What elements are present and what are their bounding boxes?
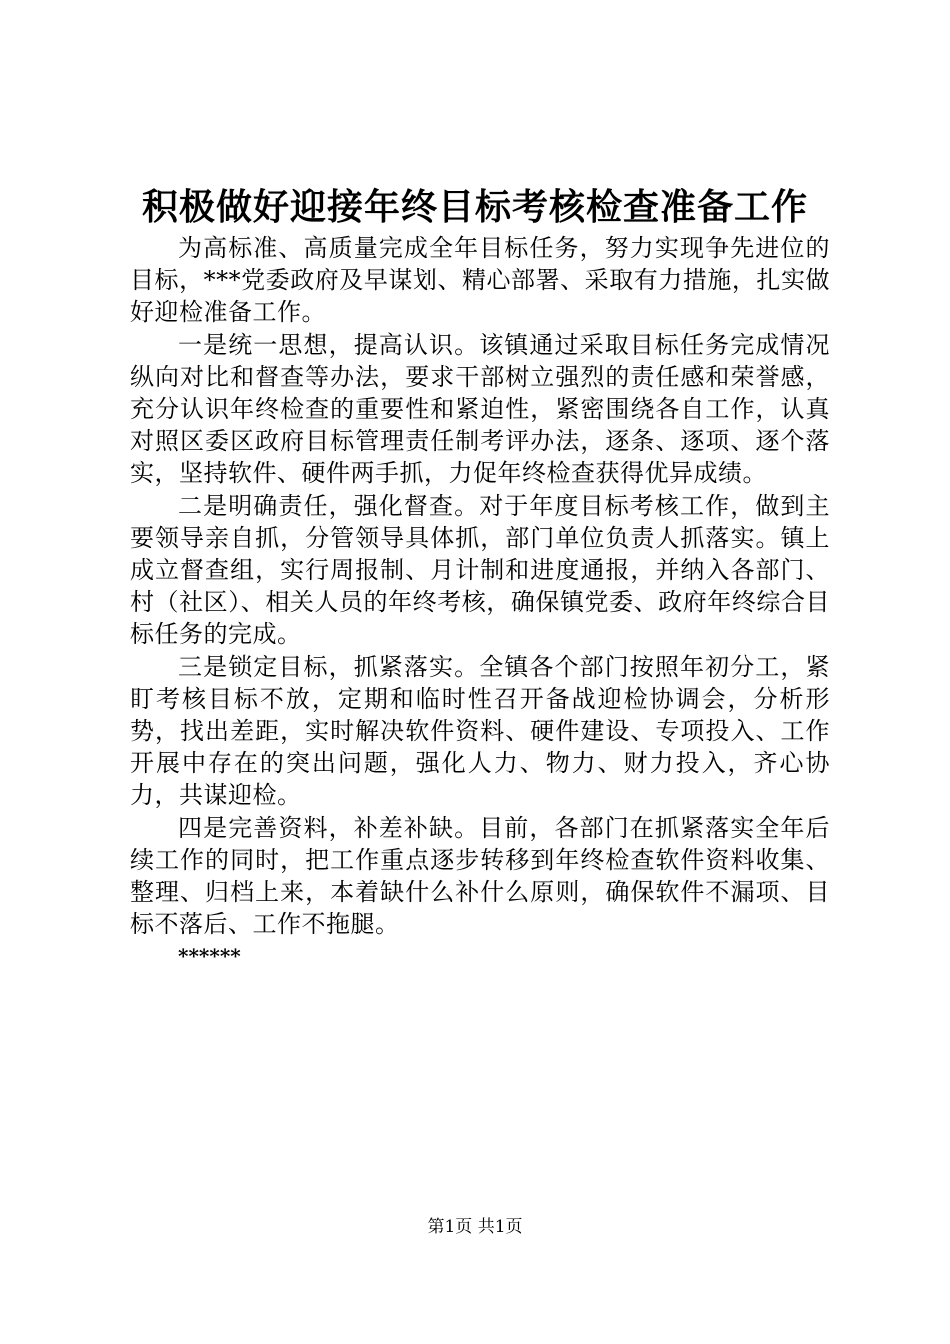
paragraph-clarify-responsibility: 二是明确责任，强化督查。对于年度目标考核工作，做到主要领导亲自抓，分管领导具体抓，部门单位负责人抓落实。镇上成立督查组，实行周报制、月计制和进度通报，并纳入各部门、村（社区）、相关人员的年终考核，确保镇党委、政府年终综合目标任务的完成。 xyxy=(130,491,830,649)
document-title: 积极做好迎接年终目标考核检查准备工作 xyxy=(141,187,808,228)
document-body xyxy=(130,232,830,972)
paragraph-improve-materials: 四是完善资料，补差补缺。目前，各部门在抓紧落实全年后续工作的同时，把工作重点逐步转移到年终检查软件资料收集、整理、归档上来，本着缺什么补什么原则，确保软件不漏项、目标不落后、工作不拖腿。 xyxy=(130,813,830,939)
paragraph-unify-thinking: 一是统一思想，提高认识。该镇通过采取目标任务完成情况纵向对比和督查等办法，要求干部树立强烈的责任感和荣誉感，充分认识年终检查的重要性和紧迫性，紧密围绕各自工作，认真对照区委区政府目标管理责任制考评办法，逐条、逐项、逐个落实，坚持软件、硬件两手抓，力促年终检查获得优异成绩。 xyxy=(130,330,830,488)
closing-mark: ****** xyxy=(178,944,241,969)
page-footer: 第1页 共1页 xyxy=(427,1217,523,1237)
intro-paragraph: 为高标准、高质量完成全年目标任务，努力实现争先进位的目标，***党委政府及早谋划、精心部署、采取有力措施，扎实做好迎检准备工作。 xyxy=(130,234,830,327)
paragraph-lock-targets: 三是锁定目标，抓紧落实。全镇各个部门按照年初分工，紧盯考核目标不放，定期和临时性召开备战迎检协调会，分析形势，找出差距，实时解决软件资料、硬件建设、专项投入、工作开展中存在的突出问题，强化人力、物力、财力投入，齐心协力，共谋迎检。 xyxy=(130,652,830,810)
